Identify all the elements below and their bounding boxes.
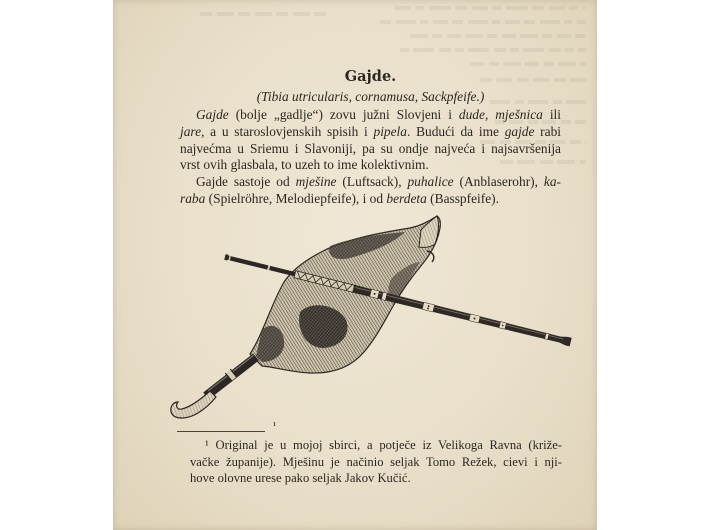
italic-term: puhalice: [407, 174, 454, 190]
body-paragraphs: [180, 107, 561, 208]
italic-term: pipela: [373, 123, 407, 139]
text-run: ,: [484, 107, 496, 122]
text-run: , a u staroslovjenskih spisih i: [201, 123, 374, 139]
text-run: Gajde sastoje od: [196, 174, 296, 190]
text-run: (bolje „gadlje“) zovu južni Slovjeni i: [228, 107, 459, 122]
italic-term: mješine: [295, 174, 337, 190]
figure-footnote-marker: ¹: [273, 420, 277, 432]
text-run: rabi: [534, 123, 561, 139]
text-line: [190, 454, 562, 471]
text-run: vrst ovih glasbala, to uzeh to ime kolektivnim.: [180, 157, 429, 173]
line-text: [190, 454, 562, 471]
line-text: [180, 124, 561, 141]
line-text: [190, 470, 411, 487]
text-run: (Spielröhre, Melodiepfeife), i od: [205, 190, 387, 206]
text-run: (Luftsack),: [336, 174, 408, 190]
page-subtitle: (Tibia utricularis, cornamusa, Sackpfeife.): [256, 89, 485, 104]
bagpipe-horn-bell: [171, 391, 216, 418]
italic-term: Gajde: [196, 107, 229, 122]
text-run: (Anblaserohr),: [453, 174, 544, 190]
text-line: [180, 124, 561, 141]
line-text: [180, 157, 429, 174]
italic-term: gajde: [504, 123, 535, 139]
footnote-rule: [177, 431, 265, 432]
text-line: [180, 174, 561, 191]
text-line: [180, 157, 561, 174]
line-text: [196, 107, 561, 124]
text-line: [180, 107, 561, 124]
bagpipe-blowpipe: [206, 355, 256, 396]
line-text: [196, 174, 561, 191]
text-line: [190, 437, 562, 454]
text-run: . Budući da ime: [406, 123, 505, 139]
line-text: [180, 141, 561, 158]
text-line: [190, 470, 562, 487]
text-run: hove olovne urese pako seljak Jakov Kučić.: [190, 471, 411, 486]
text-run: ¹ Original je u mojoj sbirci, a potječe iz Velikoga Ravna (križe-: [205, 438, 562, 452]
italic-term: jare: [180, 123, 202, 139]
line-text: [205, 437, 562, 454]
italic-term: ka-: [543, 174, 561, 190]
text-line: [180, 141, 561, 158]
italic-term: dude: [458, 107, 485, 122]
text-run: najvećma u Sriemu i Slavoniji, pa su ondje najveća i najsavršenija: [180, 140, 561, 156]
italic-term: raba: [180, 190, 206, 206]
text-run: vačke županije). Mješinu je načinio seljak Tomo Režek, cievi i nji-: [190, 454, 562, 469]
line-text: [180, 191, 499, 208]
italic-term: mješnica: [495, 107, 543, 122]
text-line: [180, 191, 561, 208]
italic-term: berdeta: [386, 190, 427, 206]
text-run: ili: [542, 107, 561, 122]
text-run: (Basspfeife).: [426, 190, 499, 206]
page-title: Gajde.: [344, 68, 397, 85]
footnote: [190, 437, 562, 487]
